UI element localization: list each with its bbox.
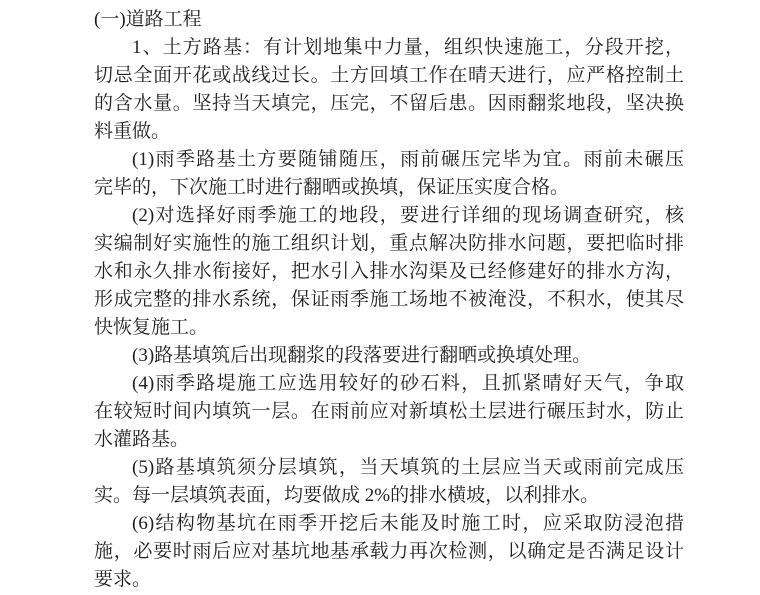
text-line: 要求。 bbox=[94, 569, 152, 590]
text-line: 切忌全面开花或战线过长。土方回填工作在晴天进行，应严格控制土 bbox=[94, 65, 684, 86]
text-line: 水灌路基。 bbox=[94, 429, 190, 450]
text-line: 快恢复施工。 bbox=[94, 317, 209, 338]
text-line: 完毕的，下次施工时进行翻晒或换填，保证压实度合格。 bbox=[94, 177, 570, 198]
text-line: 在较短时间内填筑一层。在雨前应对新填松土层进行碾压封水，防止 bbox=[94, 401, 684, 422]
text-line: (1)雨季路基土方要随铺随压，雨前碾压完毕为宜。雨前未碾压 bbox=[132, 149, 684, 170]
section-heading: (一)道路工程 bbox=[94, 9, 202, 30]
text-line: 实。每一层填筑表面，均要做成 2%的排水横坡，以利排水。 bbox=[94, 485, 600, 506]
text-line: 1、土方路基：有计划地集中力量，组织快速施工，分段开挖， bbox=[132, 37, 684, 58]
text-line: 水和永久排水衔接好，把水引入排水沟渠及已经修建好的排水方沟， bbox=[94, 261, 684, 282]
text-line: (4)雨季路堤施工应选用较好的砂石料，且抓紧晴好天气，争取 bbox=[132, 373, 684, 394]
text-line: (2)对选择好雨季施工的地段，要进行详细的现场调查研究，核 bbox=[132, 205, 684, 226]
text-line: 形成完整的排水系统，保证雨季施工场地不被淹没，不积水，使其尽 bbox=[94, 289, 684, 310]
text-line: (6)结构物基坑在雨季开挖后未能及时施工时，应采取防浸泡措 bbox=[132, 513, 684, 534]
text-line: 料重做。 bbox=[94, 121, 171, 142]
text-line: (5)路基填筑须分层填筑，当天填筑的土层应当天或雨前完成压 bbox=[132, 457, 684, 478]
text-line: (3)路基填筑后出现翻浆的段落要进行翻晒或换填处理。 bbox=[132, 345, 592, 366]
document-body bbox=[94, 6, 684, 594]
text-line: 实编制好实施性的施工组织计划，重点解决防排水问题，要把临时排 bbox=[94, 233, 684, 254]
text-line: 的含水量。坚持当天填完，压完，不留后患。因雨翻浆地段，坚决换 bbox=[94, 93, 684, 114]
text-line: 施，必要时雨后应对基坑地基承载力再次检测，以确定是否满足设计 bbox=[94, 541, 684, 562]
